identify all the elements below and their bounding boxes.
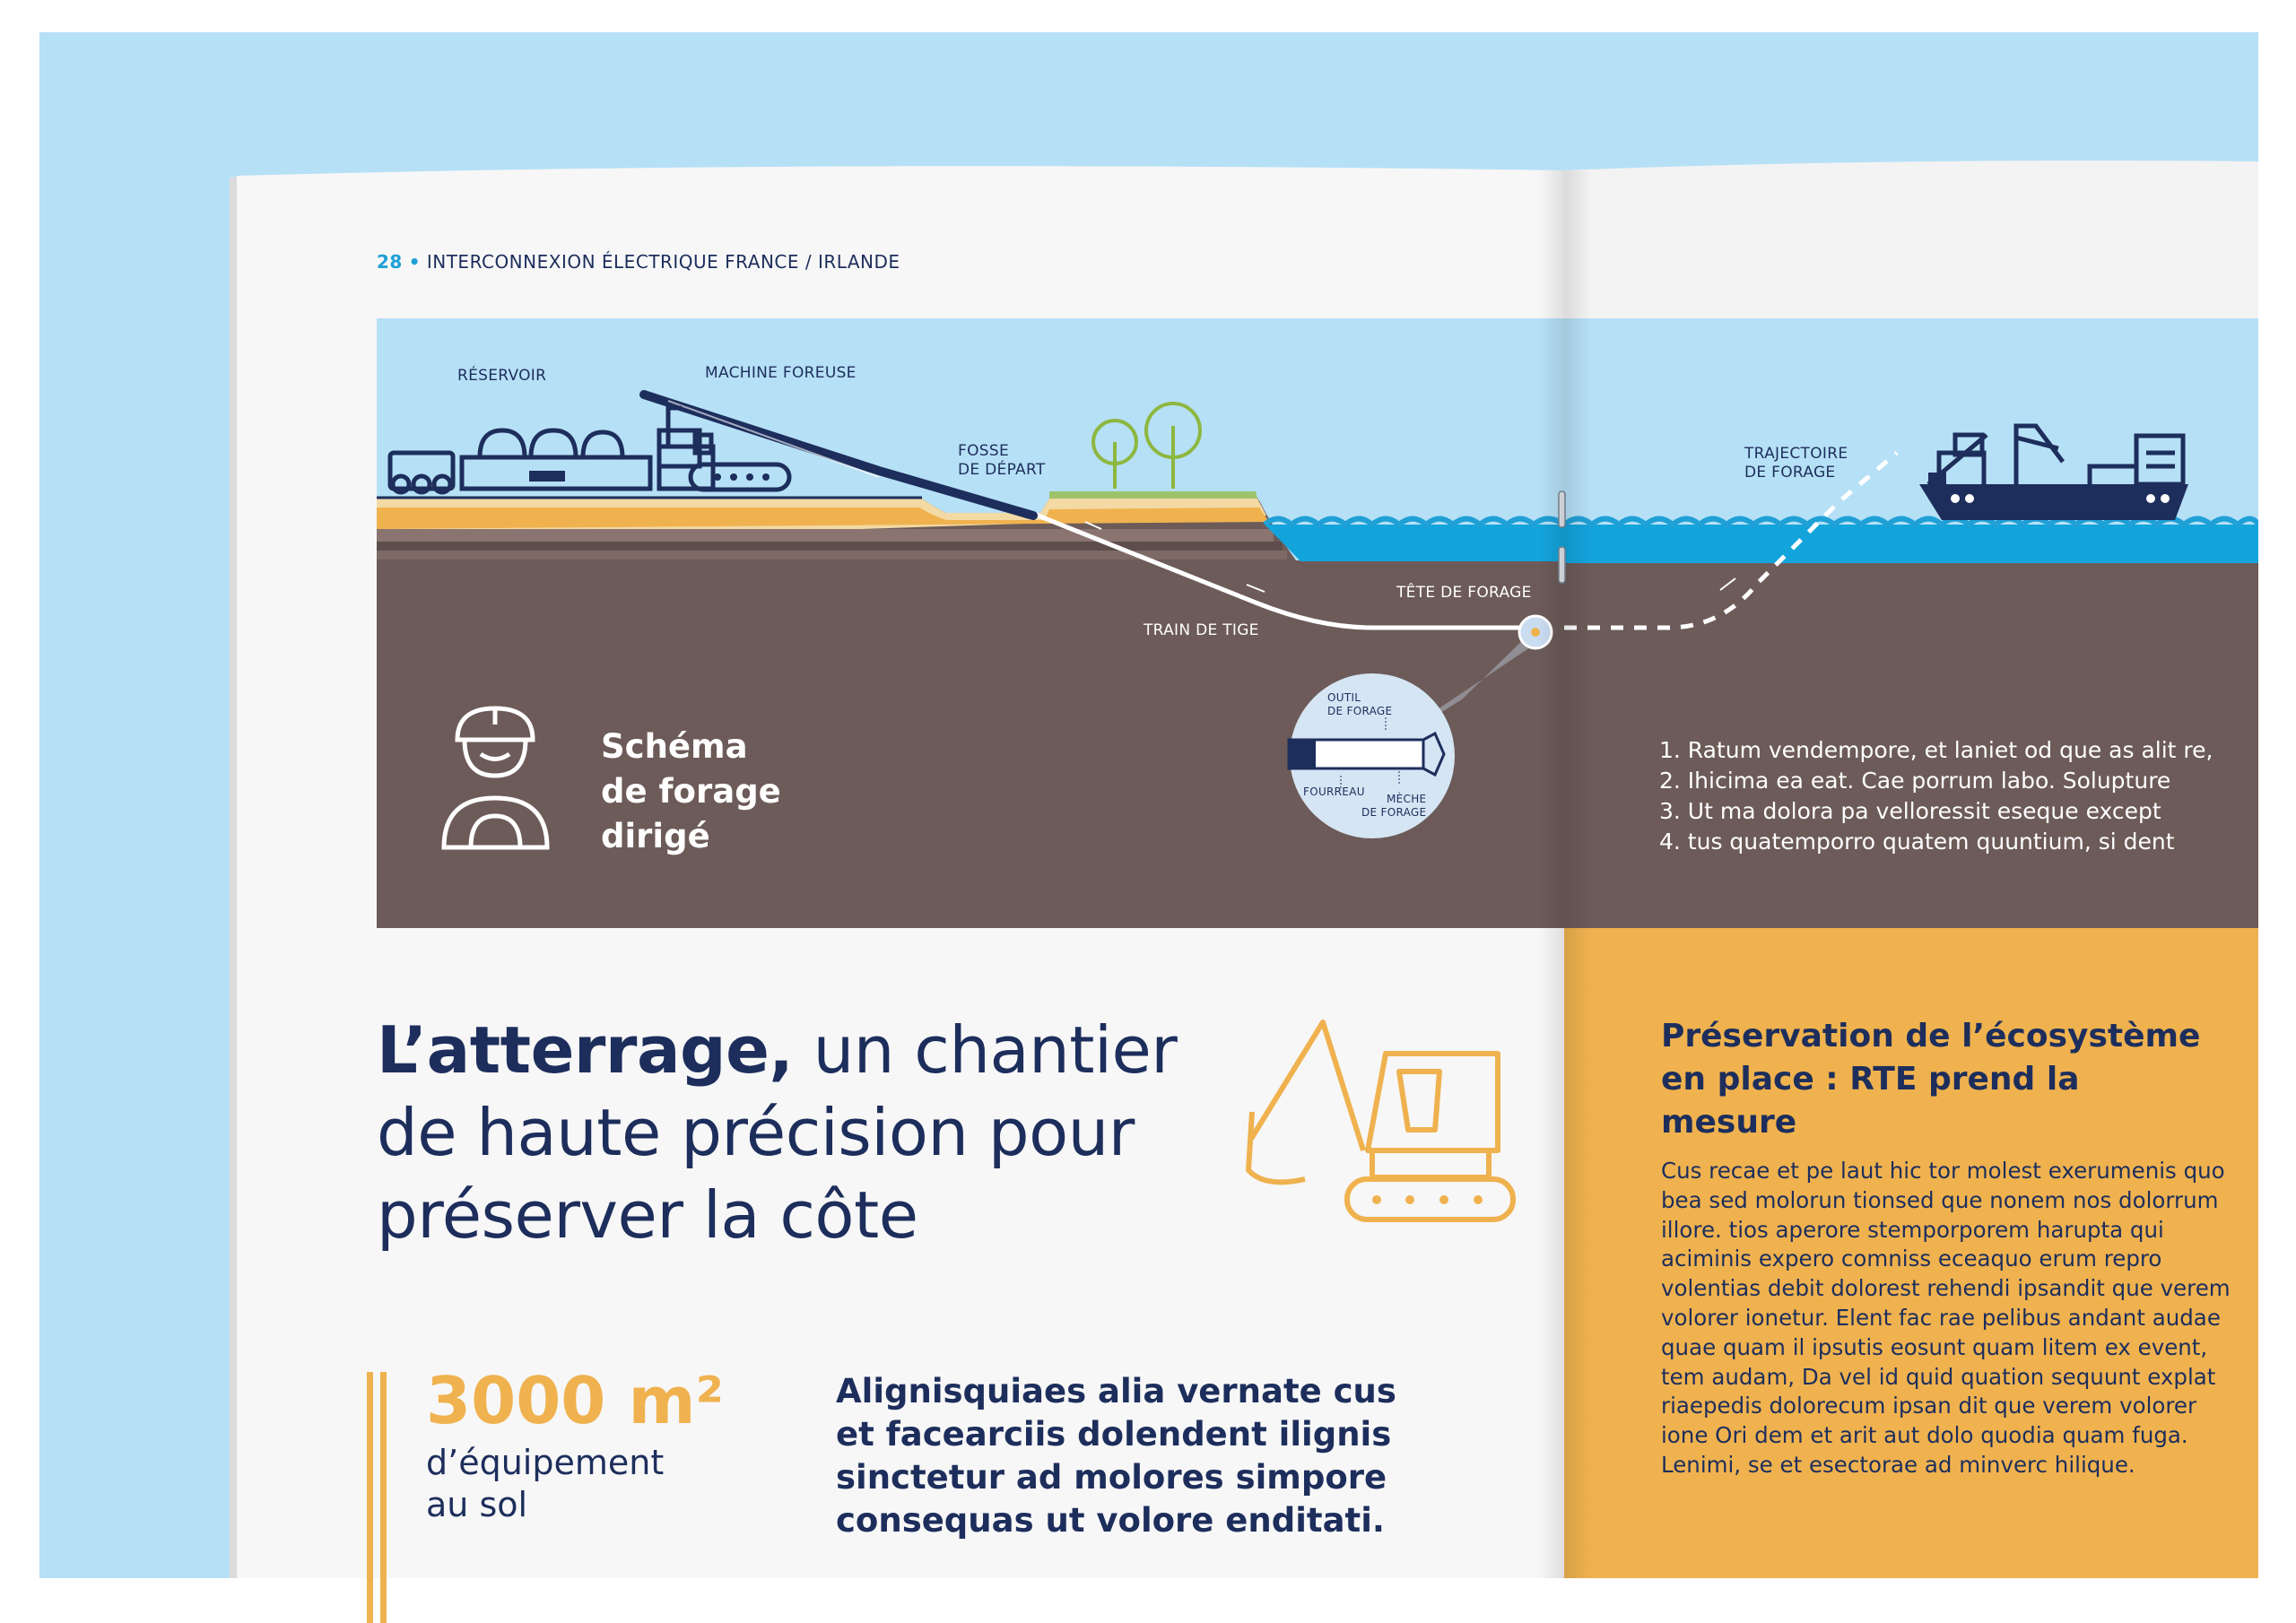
step-item: 2. Ihicima ea eat. Cae porrum labo. Solupture bbox=[1659, 768, 2171, 794]
stat-label-line2: au sol bbox=[426, 1485, 528, 1524]
stat-bar bbox=[367, 1372, 387, 1623]
step-item: 1. Ratum vendempore, et laniet od que as alit re, bbox=[1659, 737, 2213, 763]
label-fosse bbox=[958, 442, 1046, 480]
article-title-bold: L’atterrage, bbox=[377, 1012, 794, 1088]
label-trajectoire-line2: DE FORAGE bbox=[1744, 464, 1836, 482]
article-title bbox=[377, 1009, 1256, 1256]
running-title: INTERCONNEXION ÉLECTRIQUE FRANCE / IRLANDE bbox=[426, 251, 900, 273]
header-separator: • bbox=[408, 251, 421, 273]
bottom-band bbox=[0, 1578, 2296, 1623]
stat-label-line1: d’équipement bbox=[426, 1443, 665, 1482]
label-fosse-line2: DE DÉPART bbox=[958, 461, 1046, 479]
label-meche-forage bbox=[1361, 793, 1426, 820]
stat-label bbox=[426, 1442, 664, 1526]
page-number: 28 bbox=[377, 251, 403, 273]
gutter-shadow bbox=[1538, 170, 1592, 1578]
label-trajectoire bbox=[1744, 445, 1848, 482]
label-outil-line1: OUTIL bbox=[1327, 691, 1361, 704]
label-outil-line2: DE FORAGE bbox=[1327, 705, 1393, 717]
schema-title-line2: de forage bbox=[601, 772, 781, 811]
schema-title-line3: dirigé bbox=[601, 817, 710, 855]
label-train-tige: TRAIN DE TIGE bbox=[1144, 621, 1259, 639]
label-reservoir: RÉSERVOIR bbox=[457, 367, 547, 385]
label-fosse-line1: FOSSE bbox=[958, 442, 1009, 460]
label-fourreau: FOURREAU bbox=[1303, 785, 1365, 798]
sidebar-body: Cus recae et pe laut hic tor molest exerumenis quo bea sed molorun tionsed que nonem nos dolorrum illore. tios aperore stemporporem harupta qui aciminis expero comniss eceaquo erum repro volentias debit dolorest rehendi ipsandit que verem volorer ionetur. Elent fac rae pelibus andant audae quae quam il ipsutis eosunt quam litem ex event, tem audam, Da vel id quid quation sequunt explat riaepedis dolorecum ipsan dit que verem volorer ione Ori dem et arit aut dolo quodia quam fuga. Lenimi, se et esectorae ad minverc hilique. bbox=[1661, 1158, 2231, 1478]
step-item: 3. Ut ma dolora pa velloressit eseque except bbox=[1659, 798, 2161, 824]
sidebar-title: Préservation de l’écosystème en place : RTE prend la mesure bbox=[1661, 1018, 2201, 1141]
label-tete-forage: TÊTE DE FORAGE bbox=[1396, 584, 1532, 602]
label-trajectoire-line1: TRAJECTOIRE bbox=[1744, 445, 1848, 463]
steps-list bbox=[1659, 735, 2213, 857]
label-meche-line1: MÈCHE bbox=[1387, 793, 1427, 805]
label-machine-foreuse: MACHINE FOREUSE bbox=[705, 364, 857, 382]
running-header bbox=[377, 251, 900, 273]
stat-value: 3000 m² bbox=[426, 1363, 725, 1438]
schema-title bbox=[601, 725, 781, 859]
step-item: 4. tus quatemporro quatem quuntium, si dent bbox=[1659, 829, 2175, 855]
label-outil-forage bbox=[1327, 691, 1392, 718]
schema-title-line1: Schéma bbox=[601, 727, 748, 766]
lead-paragraph: Alignisquiaes alia vernate cus et facearciis dolendent ilignis sinctetur ad molores simpore consequas ut volore enditati. bbox=[836, 1372, 1396, 1540]
label-meche-line2: DE FORAGE bbox=[1361, 806, 1427, 819]
article-title-rest: un chantier de haute précision pour préserver la côte bbox=[377, 1012, 1178, 1253]
diagram-left bbox=[377, 318, 1564, 928]
